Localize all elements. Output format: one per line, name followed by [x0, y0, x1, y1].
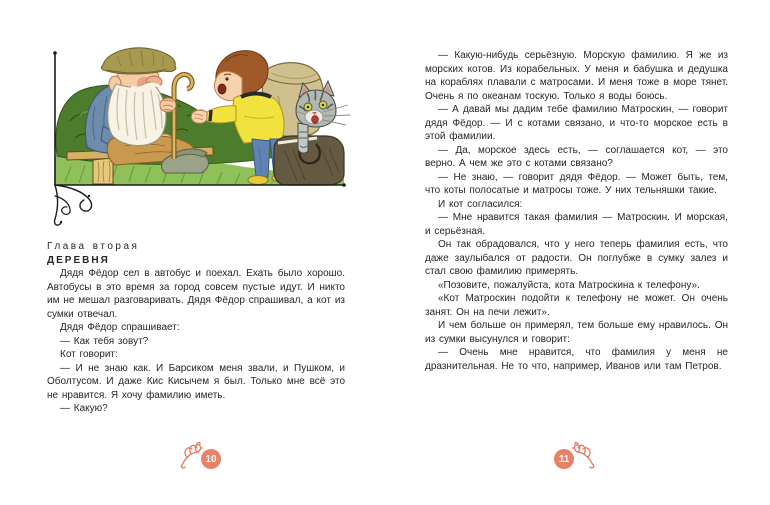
paragraph: — Какую-нибудь серьёзную. Морскую фамилию. Я же из морских котов. Из корабельных. У меня и бабушка и дедушка на кораблях плавали с матросами. И меня тоже в море тянет. Очень я по океанам тоскую. Только я воды боюсь. — [425, 50, 728, 102]
paragraph: — Мне нравится такая фамилия — Матроскин. И морская, и серьёзная. — [425, 212, 728, 237]
left-page-text — [47, 240, 345, 416]
right-page-footer — [520, 438, 630, 472]
paragraph: «Позовите, пожалуйста, кота Матроскина к телефону». — [438, 279, 700, 291]
paragraph: — Как тебя зовут? — [60, 335, 149, 347]
right-page-text — [425, 49, 728, 373]
page-number-badge: 10 — [201, 449, 221, 469]
paragraph: — А давай мы дадим тебе фамилию Матроскин, — говорит дядя Фёдор. — И с котами связано, и что-то морское есть в этой фамилии. — [425, 104, 728, 142]
left-page-footer — [150, 438, 250, 472]
travel-bag — [274, 136, 344, 185]
paragraph: — Очень мне нравится, что фамилия у меня не дразнительная. Не то что, например, Иванов или там Петров. — [425, 347, 728, 372]
story-illustration — [45, 26, 353, 228]
paragraph: «Кот Матроскин подойти к телефону не может. Он очень занят. Он на печи лежит». — [425, 293, 728, 318]
fairy-ornament-icon — [570, 441, 596, 469]
page-number-badge: 11 — [554, 449, 574, 469]
paragraph: Дядя Фёдор спрашивает: — [60, 322, 180, 333]
paragraph: Он так обрадовался, что у него теперь фамилия есть, что даже заулыбался от радости. Он поглубже в сумку залез и стал свою фамилию примерять. — [425, 239, 728, 277]
paragraph: И чем больше он примерял, тем больше ему нравилось. Он из сумки высунулся и говорит: — [425, 320, 728, 345]
paragraph: — Да, морское здесь есть, — соглашается кот, — это верно. А чем же это с котами связано? — [425, 144, 728, 169]
paragraph: Кот говорит: — [60, 349, 118, 360]
paragraph: Дядя Фёдор сел в автобус и поехал. Ехать было хорошо. Автобусы в это время за город совсем пустые идут. И никто им не мешал разговаривать. Дядя Фёдор спрашивал, а кот из сумки отвечал. — [47, 268, 345, 320]
chapter-label: Глава вторая — [47, 241, 140, 252]
paragraph: — И не знаю как. И Барсиком меня звали, и Пушком, и Оболтусом. И даже Кис Кисычем я был. Только мне всё это не нравится. Я хочу фамилию иметь. — [47, 362, 345, 401]
chapter-title: ДЕРЕВНЯ — [47, 254, 110, 266]
paragraph: И кот согласился: — [438, 198, 523, 210]
paragraph: — Не знаю, — говорит дядя Фёдор. — Может быть, тем, что коты полосатые и матросы тоже. У них тельняшки такие. — [425, 171, 728, 196]
paragraph: — Какую? — [60, 403, 108, 414]
